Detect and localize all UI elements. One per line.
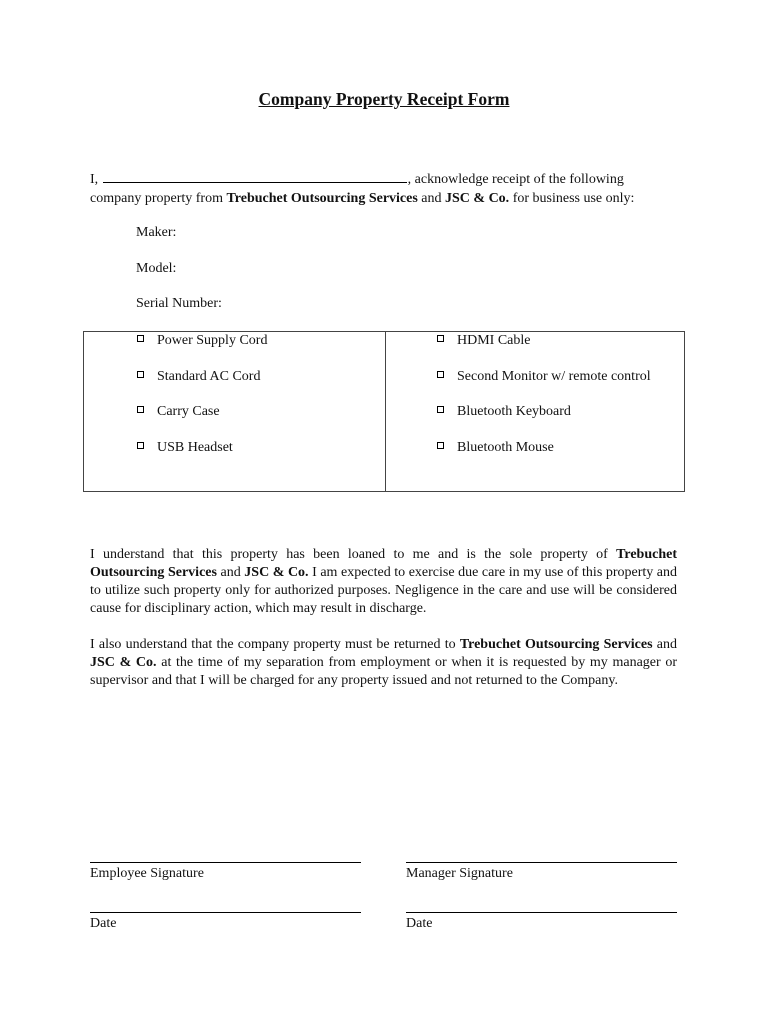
ack-line2-prefix: company property from <box>90 190 227 206</box>
list-item <box>137 369 260 385</box>
para2-text-3: at the time of my separation from employment or when it is requested by my manager or supervisor and that I will be charged for any property issued and not returned to the Company. <box>90 655 677 688</box>
list-item <box>437 440 554 456</box>
list-item <box>137 440 233 456</box>
list-item <box>137 404 220 420</box>
checkbox-icon[interactable] <box>137 442 144 449</box>
employee-date-label: Date <box>90 916 117 931</box>
item-label: Bluetooth Keyboard <box>457 404 571 419</box>
list-item <box>437 404 571 420</box>
list-item <box>437 333 531 349</box>
return-terms-paragraph <box>90 636 677 690</box>
checkbox-icon[interactable] <box>437 442 444 449</box>
para2-company2: JSC & Co. <box>90 655 157 670</box>
model-label: Model: <box>136 261 177 276</box>
acknowledgement-text <box>90 170 690 208</box>
name-blank-line[interactable] <box>103 170 407 183</box>
para1-company2: JSC & Co. <box>244 565 309 580</box>
property-items-table <box>83 331 685 492</box>
manager-signature-label: Manager Signature <box>406 866 513 881</box>
employee-signature-line[interactable] <box>90 862 361 863</box>
item-label: HDMI Cable <box>457 333 531 348</box>
para1-text-3: I am expected to exercise due care in my use of this property and to utilize such property only for authorized purposes. Negligence in the care and use will be considered cause for disciplinary action, which may result in discharge. <box>90 565 678 616</box>
maker-label: Maker: <box>136 225 177 240</box>
manager-date-label: Date <box>406 916 433 931</box>
ack-line2-suffix: for business use only: <box>509 190 635 206</box>
item-label: USB Headset <box>157 440 233 455</box>
ack-conjunction: and <box>417 190 446 206</box>
checkbox-icon[interactable] <box>437 371 444 378</box>
loan-terms-paragraph <box>90 546 677 618</box>
employee-signature-label: Employee Signature <box>90 866 204 881</box>
serial-number-label: Serial Number: <box>136 296 222 311</box>
para1-company1: Trebuchet Outsourcing Services <box>90 547 677 580</box>
para2-company1: Trebuchet Outsourcing Services <box>459 637 653 652</box>
ack-suffix: , acknowledge receipt of the following <box>407 172 624 187</box>
employee-date-line[interactable] <box>90 912 361 913</box>
item-label: Carry Case <box>157 404 220 419</box>
ack-company1: Trebuchet Outsourcing Services <box>226 190 418 206</box>
checkbox-icon[interactable] <box>137 335 144 342</box>
checkbox-icon[interactable] <box>437 335 444 342</box>
checkbox-icon[interactable] <box>437 406 444 413</box>
manager-signature-line[interactable] <box>406 862 677 863</box>
checkbox-icon[interactable] <box>137 406 144 413</box>
checkbox-icon[interactable] <box>137 371 144 378</box>
item-label: Standard AC Cord <box>157 369 261 384</box>
form-title: Company Property Receipt Form <box>258 89 510 109</box>
para1-text-2: and <box>216 565 245 580</box>
list-item <box>137 333 267 349</box>
item-label: Second Monitor w/ remote control <box>457 369 651 384</box>
ack-company2: JSC & Co. <box>445 190 510 206</box>
para2-text-1: I also understand that the company property must be returned to <box>90 637 460 652</box>
manager-date-line[interactable] <box>406 912 677 913</box>
item-label: Bluetooth Mouse <box>457 440 554 455</box>
list-item <box>437 369 651 385</box>
table-divider <box>385 332 386 491</box>
para1-text-1: I understand that this property has been loaned to me and is the sole property of <box>90 547 617 562</box>
ack-prefix: I, <box>90 172 99 187</box>
para2-text-2: and <box>652 637 678 652</box>
item-label: Power Supply Cord <box>157 333 268 348</box>
